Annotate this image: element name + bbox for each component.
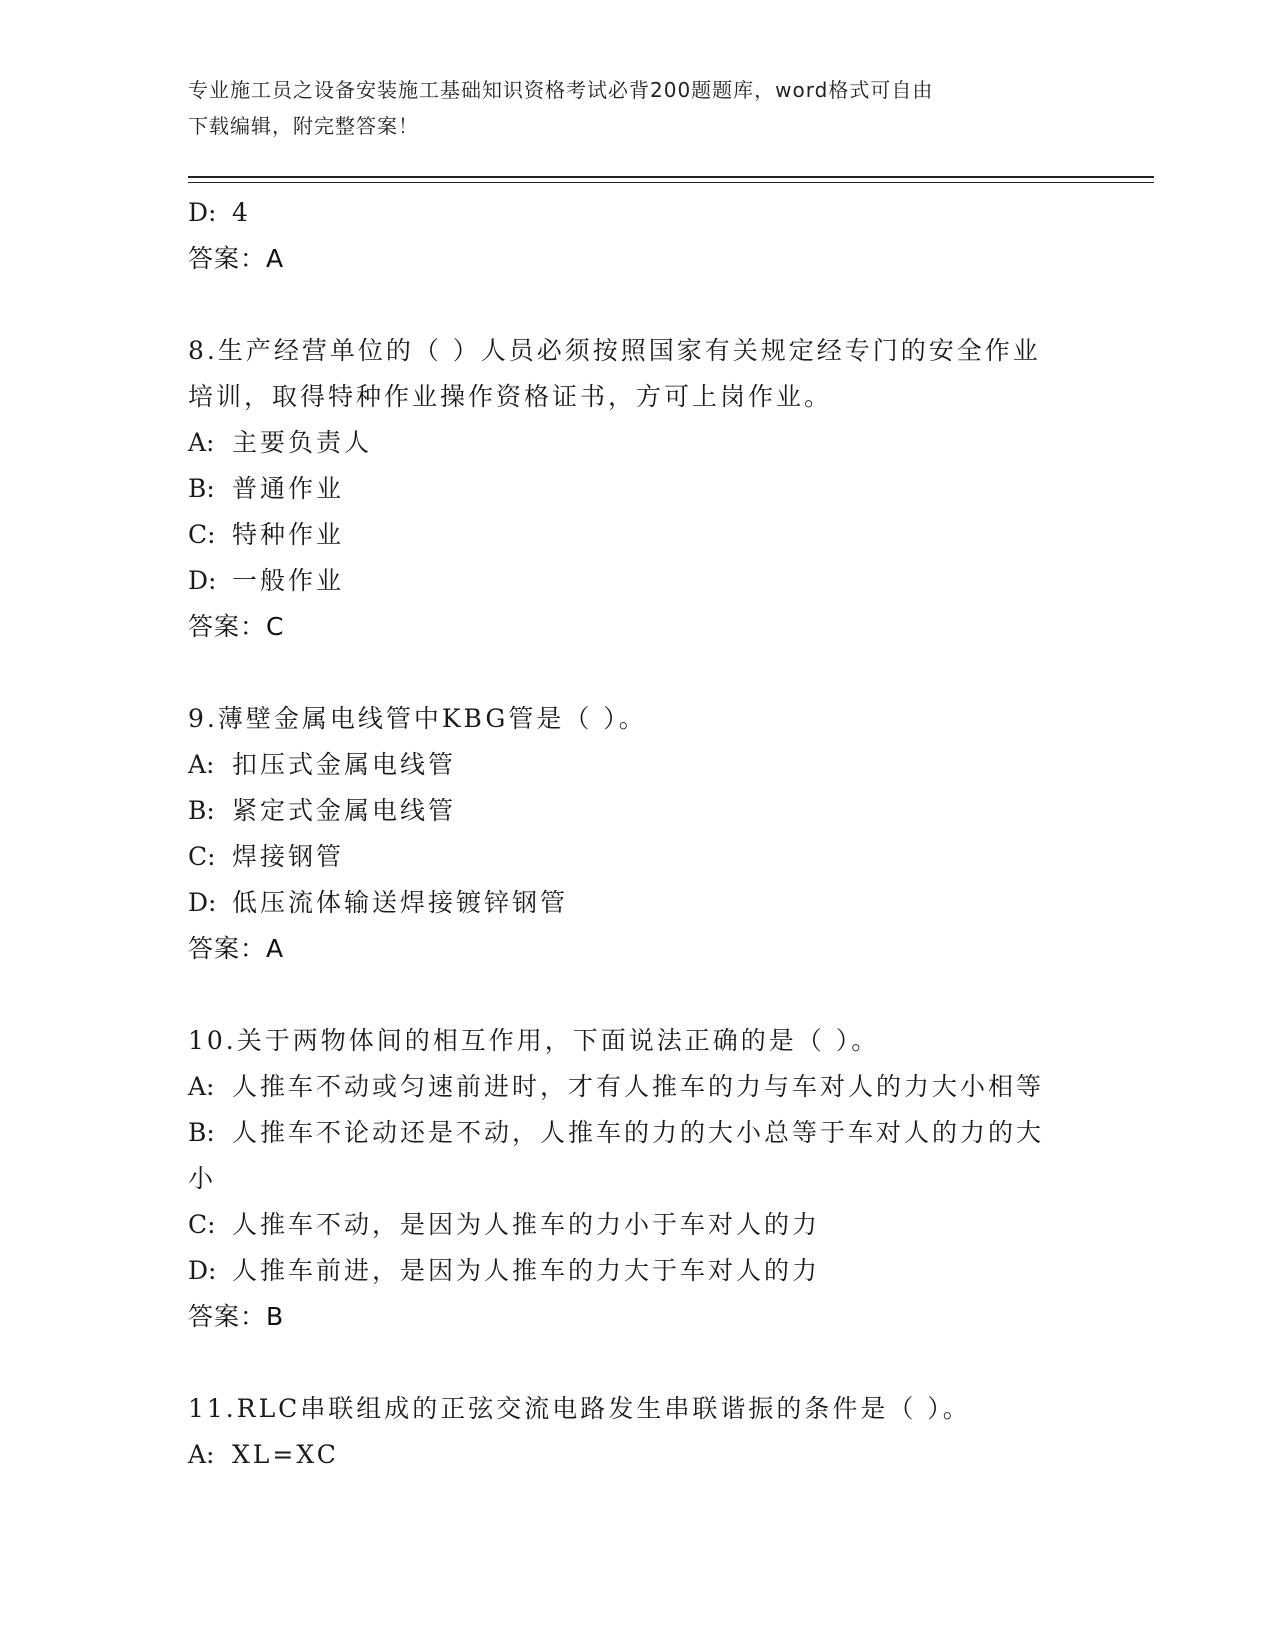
option-label: C: [188, 520, 216, 549]
option-a [188, 1432, 1088, 1478]
option-a [188, 742, 1088, 788]
question-8 [188, 328, 1088, 650]
option-text: 一般作业 [232, 566, 345, 595]
option-label: A: [188, 1440, 215, 1469]
option-label: D: [188, 566, 217, 595]
prev-option-d [188, 190, 1088, 236]
answer: 答案：B [188, 1302, 285, 1331]
option-label: B: [188, 796, 215, 825]
option-b [188, 466, 1088, 512]
option-text: 人推车前进，是因为人推车的力大于车对人的力 [232, 1256, 821, 1285]
option-text: 人推车不动或匀速前进时，才有人推车的力与车对人的力大小相等 [232, 1072, 1045, 1101]
option-label: B: [188, 1118, 215, 1147]
option-a [188, 420, 1088, 466]
option-text: 扣压式金属电线管 [232, 750, 457, 779]
question-stem: 11.RLC串联组成的正弦交流电路发生串联谐振的条件是（ ）。 [188, 1394, 971, 1423]
option-b [188, 1110, 1088, 1156]
question-11 [188, 1386, 1088, 1478]
option-c [188, 512, 1088, 558]
option-label: C: [188, 1210, 216, 1239]
option-d [188, 880, 1088, 926]
option-text: 特种作业 [232, 520, 345, 549]
option-text: 4 [232, 198, 251, 227]
option-a [188, 1064, 1088, 1110]
option-label: A: [188, 750, 215, 779]
question-stem-cont: 培训，取得特种作业操作资格证书，方可上岗作业。 [188, 382, 833, 411]
option-text: 焊接钢管 [232, 842, 345, 871]
option-text: 人推车不动，是因为人推车的力小于车对人的力 [232, 1210, 821, 1239]
question-9 [188, 696, 1088, 972]
option-d [188, 1248, 1088, 1294]
prev-answer: 答案：A [188, 244, 285, 273]
question-stem: 10.关于两物体间的相互作用，下面说法正确的是（ ）。 [188, 1026, 880, 1055]
option-text: XL=XC [232, 1440, 339, 1469]
question-stem: 8.生产经营单位的（ ）人员必须按照国家有关规定经专门的安全作业 [188, 336, 1041, 365]
document-body [188, 190, 1088, 1478]
answer: 答案：C [188, 612, 285, 641]
option-label: A: [188, 428, 215, 457]
option-text: 紧定式金属电线管 [232, 796, 457, 825]
header-divider-thick [188, 176, 1154, 178]
option-label: D: [188, 1256, 217, 1285]
option-text: 低压流体输送焊接镀锌钢管 [232, 888, 569, 917]
option-label: D: [188, 888, 217, 917]
option-text: 人推车不论动还是不动，人推车的力的大小总等于车对人的力的大 [232, 1118, 1045, 1147]
option-label: D: [188, 198, 217, 227]
option-c [188, 1202, 1088, 1248]
option-d [188, 558, 1088, 604]
option-b-cont: 小 [188, 1164, 217, 1193]
document-header [188, 72, 1088, 144]
option-label: B: [188, 474, 215, 503]
answer: 答案：A [188, 934, 285, 963]
option-text: 主要负责人 [232, 428, 373, 457]
header-divider-thin [188, 182, 1154, 183]
question-stem: 9.薄壁金属电线管中KBG管是（ ）。 [188, 704, 647, 733]
question-10 [188, 1018, 1088, 1340]
option-label: A: [188, 1072, 215, 1101]
option-c [188, 834, 1088, 880]
option-b [188, 788, 1088, 834]
option-label: C: [188, 842, 216, 871]
header-line-1: 专业施工员之设备安装施工基础知识资格考试必背200题题库，word格式可自由 [188, 78, 934, 102]
option-text: 普通作业 [232, 474, 345, 503]
header-line-2: 下载编辑，附完整答案！ [188, 114, 419, 138]
